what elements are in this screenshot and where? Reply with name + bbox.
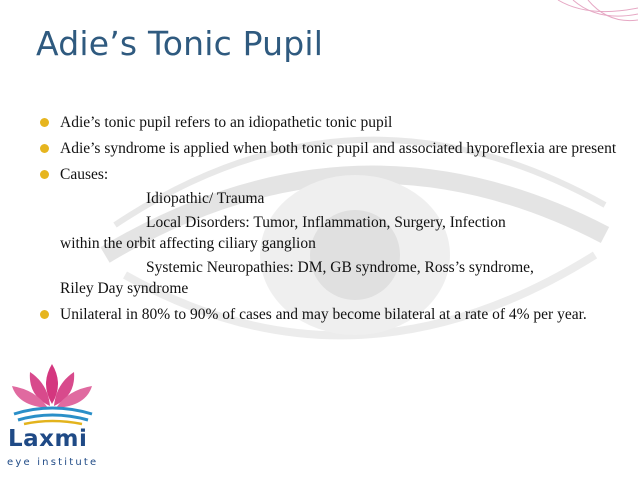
- bullet-item: [36, 112, 626, 133]
- logo-name: Laxmi: [8, 426, 88, 452]
- slide-content: [36, 112, 626, 330]
- lotus-icon: [0, 356, 104, 426]
- cause-systemic-cont: Riley Day syndrome: [60, 280, 189, 297]
- cause-idiopathic: Idiopathic/ Trauma: [146, 190, 265, 207]
- cause-local-disorders-cont: within the orbit affecting ciliary ganglion: [60, 235, 316, 252]
- slide-title: Adie’s Tonic Pupil: [36, 24, 324, 63]
- bullet-dot-icon: [40, 310, 49, 319]
- bullet-text: Adie’s syndrome is applied when both tonic pupil and associated hyporeflexia are present: [60, 140, 617, 157]
- bullet-item: [36, 138, 626, 159]
- logo-subtitle: eye institute: [7, 457, 99, 468]
- bullet-text: Causes:: [60, 166, 109, 183]
- bullet-text: Unilateral in 80% to 90% of cases and may become bilateral at a rate of 4% per year.: [60, 306, 587, 323]
- bullet-text: Adie’s tonic pupil refers to an idiopathetic tonic pupil: [60, 114, 393, 131]
- bullet-item: [36, 164, 626, 299]
- cause-systemic: Systemic Neuropathies: DM, GB syndrome, Ross’s syndrome,: [146, 259, 534, 276]
- corner-decoration: [538, 0, 638, 30]
- bullet-dot-icon: [40, 144, 49, 153]
- cause-local-disorders: Local Disorders: Tumor, Inflammation, Surgery, Infection: [146, 214, 506, 231]
- bullet-dot-icon: [40, 170, 49, 179]
- bullet-item: [36, 304, 626, 325]
- bullet-dot-icon: [40, 118, 49, 127]
